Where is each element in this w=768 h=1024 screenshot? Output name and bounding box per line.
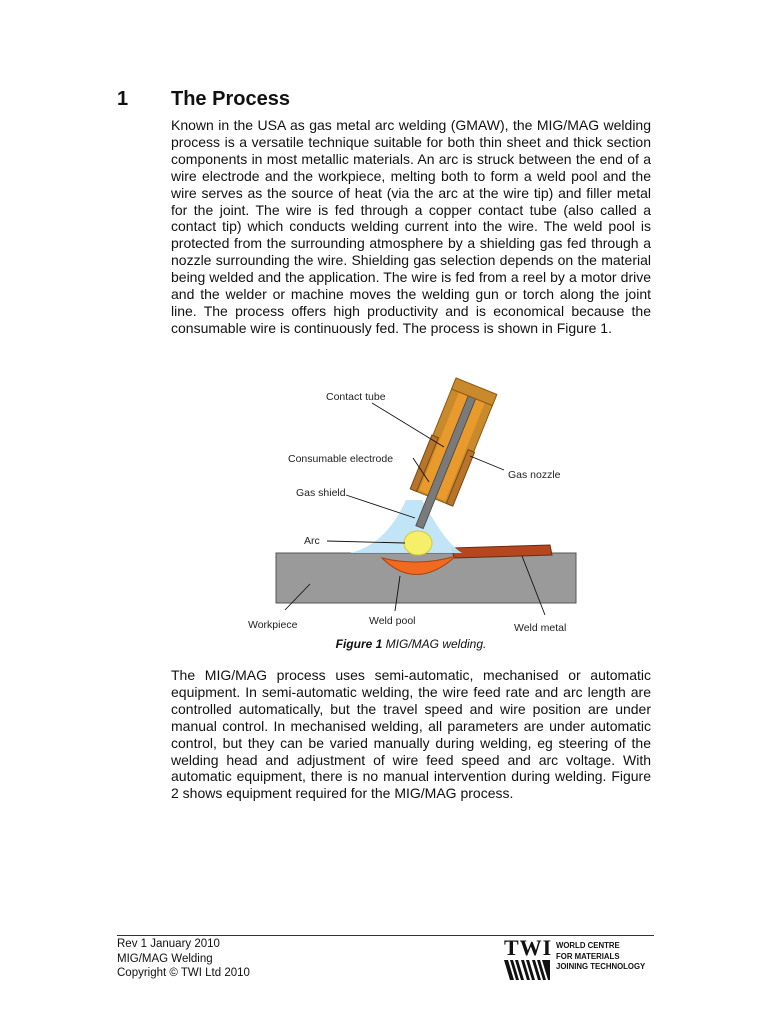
label-weld-metal: Weld metal: [514, 622, 567, 634]
label-workpiece: Workpiece: [248, 619, 298, 631]
caption-text: MIG/MAG welding.: [385, 637, 487, 651]
label-weld-pool: Weld pool: [369, 615, 416, 627]
label-consumable-electrode: Consumable electrode: [288, 453, 394, 465]
twi-logo: [504, 935, 656, 981]
body-paragraph-2: The MIG/MAG process uses semi-automatic, mechanised or automatic equipment. In semi-automatic welding, the wire feed rate and arc length are controlled automatically, but the travel speed and wire position are under manual control. In mechanised welding, all parameters are under automatic control, but they can be varied manually during welding, eg steering of the welding head and adjustment of wire feed speed and arc voltage. With automatic equipment, there is no manual intervention during welding. Figure 2 shows equipment required for the MIG/MAG process.: [171, 667, 651, 802]
footer-info: [117, 937, 250, 981]
footer-document: MIG/MAG Welding: [117, 952, 213, 965]
footer-revision: Rev 1 January 2010: [117, 938, 220, 950]
arc-glow: [404, 531, 432, 555]
section-number: 1: [117, 88, 129, 110]
label-contact-tube: Contact tube: [326, 391, 386, 403]
label-gas-shield: Gas shield: [296, 487, 346, 499]
logo-wordmark: TWI: [504, 935, 553, 960]
figure-1-diagram: [240, 370, 580, 638]
caption-label: Figure 1: [335, 637, 383, 651]
section-title: The Process: [171, 88, 290, 110]
footer-divider: [117, 935, 654, 936]
logo-stripes-icon: [504, 960, 550, 980]
body-paragraph-1: Known in the USA as gas metal arc welding (GMAW), the MIG/MAG welding process is a versatile technique suitable for both thin sheet and thick section components in most metallic materials. An arc is struck between the end of a wire electrode and the workpiece, melting both to form a weld pool and the wire serves as the source of heat (via the arc at the wire tip) and filler metal for the joint. The wire is fed through a copper contact tube (also called a contact tip) which conducts welding current into the wire. The weld pool is protected from the surrounding atmosphere by a shielding gas fed through a nozzle surrounding the wire. Shielding gas selection depends on the material being welded and the application. The wire is fed from a reel by a motor drive and the welder or machine moves the welding gun or torch along the joint line. The process offers high productivity and is economical because the consumable wire is continuously fed. The process is shown in Figure 1.: [171, 117, 651, 336]
label-arc: Arc: [304, 535, 320, 547]
label-gas-nozzle: Gas nozzle: [508, 469, 561, 481]
logo-tagline: WORLD CENTRE FOR MATERIALS JOINING TECHNOLOGY: [556, 941, 646, 971]
section-heading: [117, 86, 657, 112]
footer-copyright: Copyright © TWI Ltd 2010: [117, 967, 250, 979]
figure-caption: [171, 637, 651, 652]
